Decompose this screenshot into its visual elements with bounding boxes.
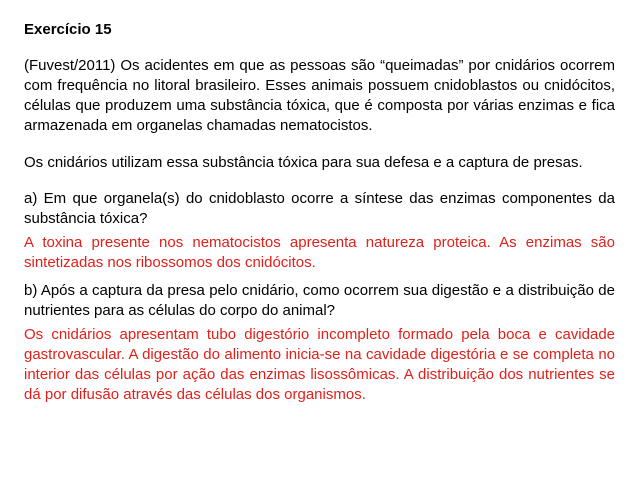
intro-paragraph: (Fuvest/2011) Os acidentes em que as pessoas são “queimadas” por cnidários ocorrem com frequência no litoral brasileiro. Esses animais possuem cnidoblastos ou cnidócitos, células que produzem uma substância tóxica, que é composta por várias enzimas e fica armazenada em organelas chamadas nematocistos. <box>24 57 615 134</box>
context-paragraph: Os cnidários utilizam essa substância tóxica para sua defesa e a captura de presas. <box>24 154 583 171</box>
answer-b: Os cnidários apresentam tubo digestório incompleto formado pela boca e cavidade gastrovascular. A digestão do alimento inicia-se na cavidade digestória e se completa no interior das células por ação das enzimas lisossômicas. A distribuição dos nutrientes se dá por difusão através das células dos organismos. <box>24 326 615 403</box>
exercise-title: Exercício 15 <box>24 21 112 38</box>
question-b: b) Após a captura da presa pelo cnidário, como ocorrem sua digestão e a distribuição de nutrientes para as células do corpo do animal? <box>24 282 615 319</box>
exercise-page <box>24 20 615 405</box>
question-a: a) Em que organela(s) do cnidoblasto ocorre a síntese das enzimas componentes da substância tóxica? <box>24 190 615 227</box>
answer-a: A toxina presente nos nematocistos apresenta natureza proteica. As enzimas são sintetizadas nos ribossomos dos cnidócitos. <box>24 234 615 271</box>
